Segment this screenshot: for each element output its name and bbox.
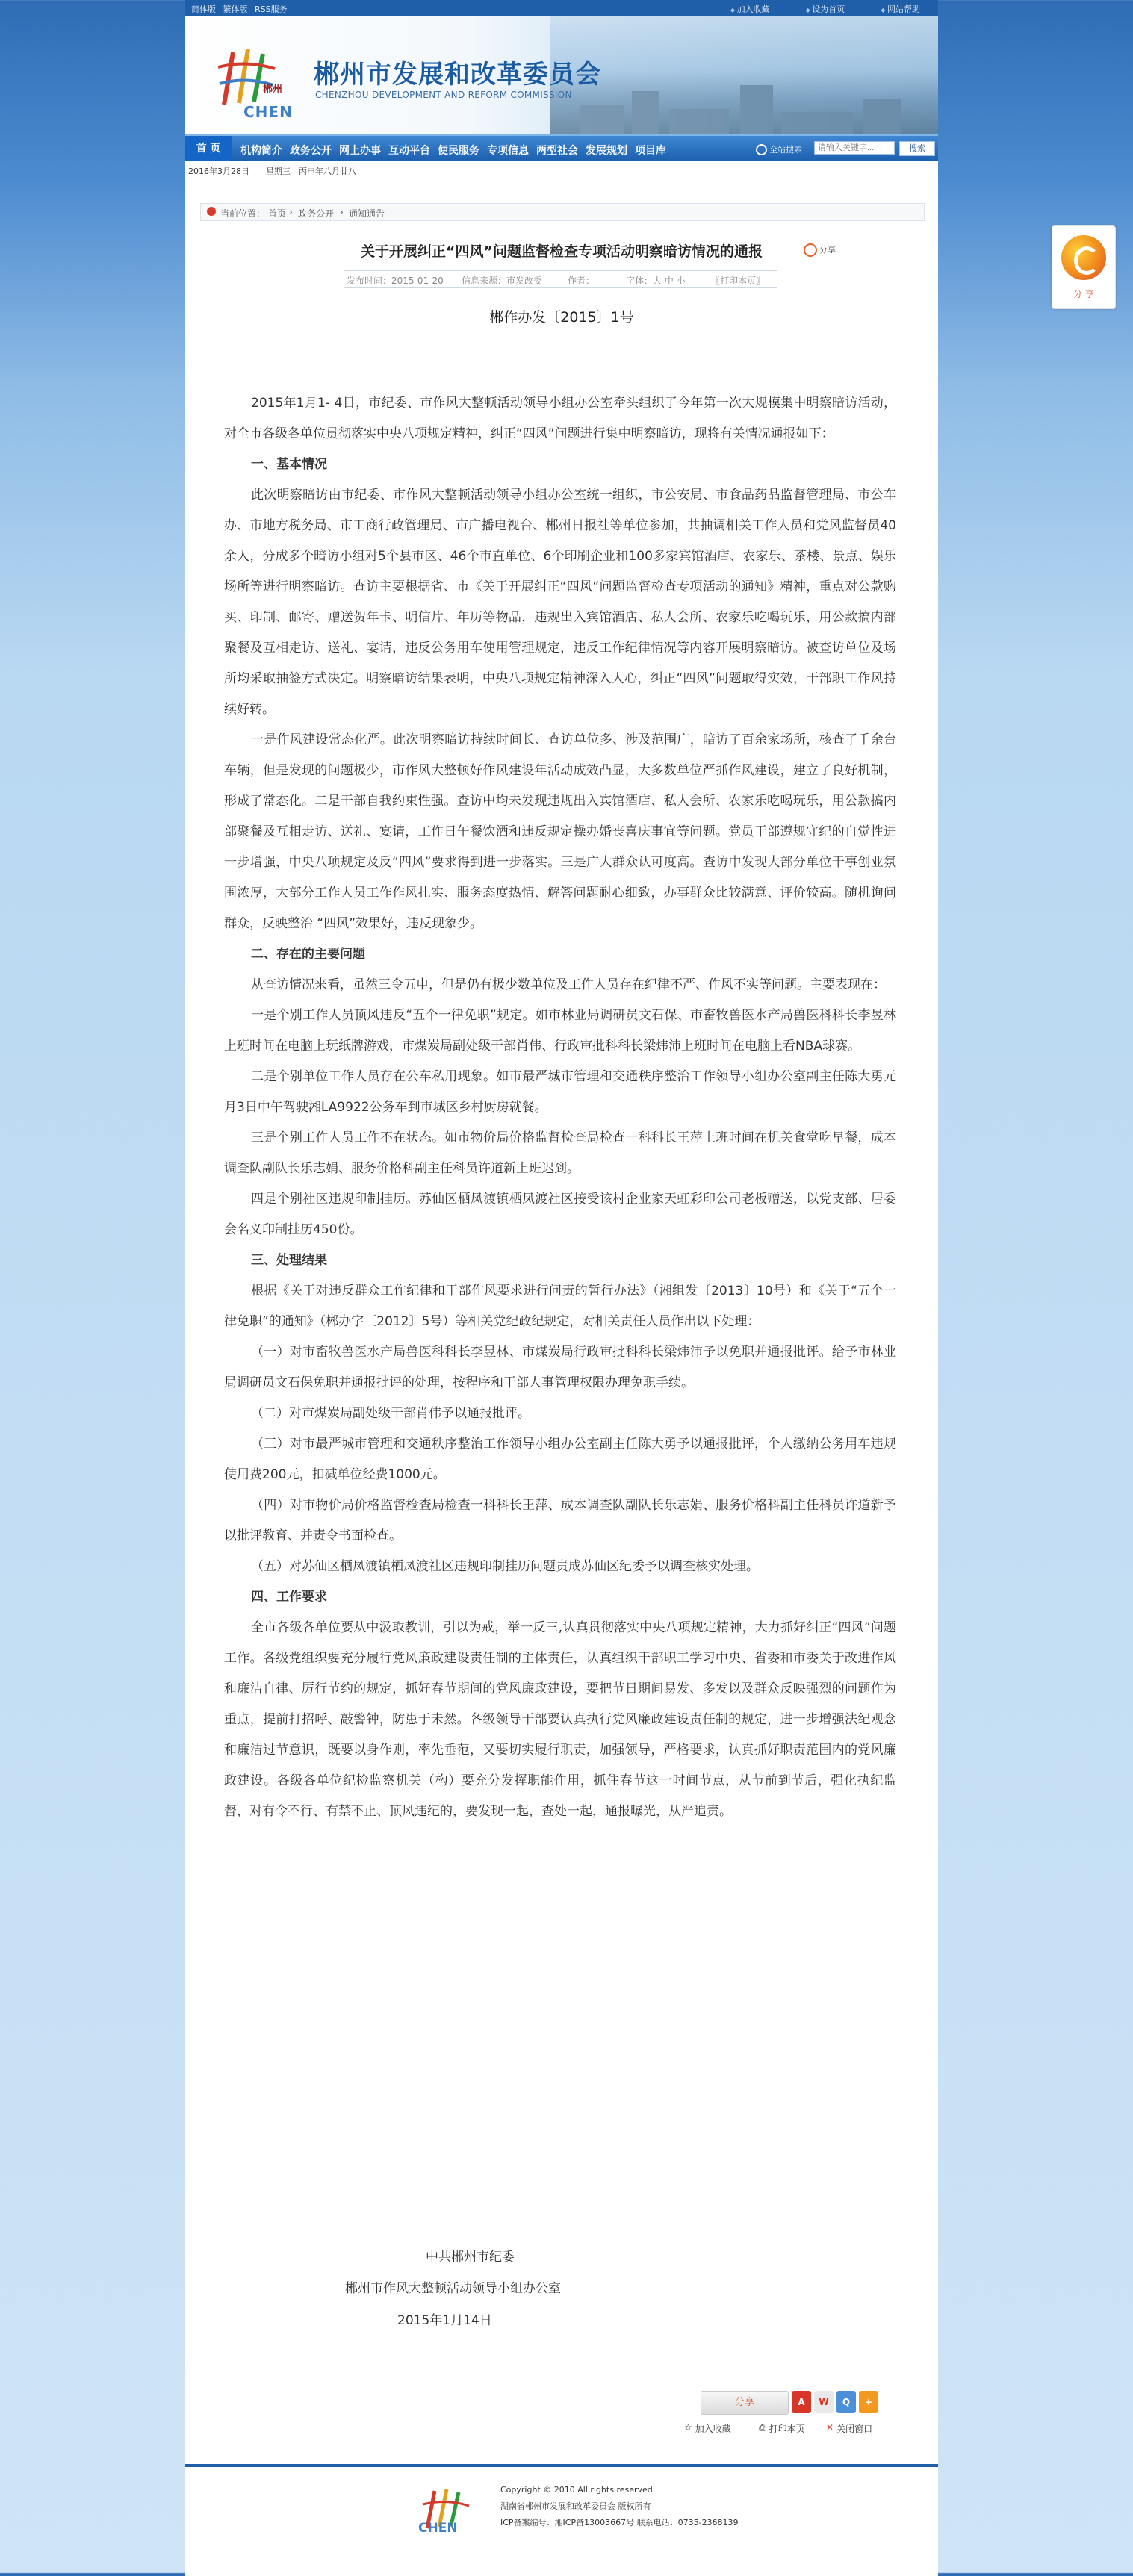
logo-name: 郴州 <box>263 84 283 95</box>
set-homepage-link[interactable]: ◆ 设为首页 <box>806 3 845 15</box>
lunar-date: 丙申年八月廿八 <box>299 167 356 176</box>
nav-item-planning[interactable]: 发展规划 <box>586 145 627 157</box>
share-button-label: 分享 <box>734 2397 754 2408</box>
location-pin-icon <box>207 207 216 216</box>
breadcrumb-notices[interactable]: 通知通告 <box>349 208 385 219</box>
body-paragraph: 四是个别社区违规印制挂历。苏仙区栖凤渡镇栖凤渡社区接受该村企业家天虹彩印公司老板赠送，以党支部、居委会名义印制挂历450份。 <box>224 1192 896 1237</box>
search-icon <box>756 144 767 155</box>
footer <box>185 2464 938 2576</box>
close-window-tool[interactable]: ✕ 关闭窗口 <box>826 2422 873 2434</box>
signoff-date: 2015年1月14日 <box>397 2313 492 2328</box>
section-heading: 二、存在的主要问题 <box>251 947 365 962</box>
meta-date: 发布时间：2015-01-20 <box>347 276 444 286</box>
footer-icp: ICP备案编号：湘ICP备13003667号 联系电话：0735-2368139 <box>500 2518 739 2527</box>
print-link[interactable]: 〖打印本页〗 <box>711 276 766 286</box>
body-paragraph: 2015年1月1- 4日，市纪委、市作风大整顿活动领导小组办公室牵头组织了今年第一次大规模集中明察暗访活动，对全市各级各单位贯彻落实中央八项规定精神，纠正“四风”问题进行集中明察暗访，现将有关情况通报如下： <box>224 396 896 441</box>
section-heading: 三、处理结果 <box>251 1253 327 1268</box>
print-tool[interactable]: ⎙ 打印本页 <box>759 2422 805 2434</box>
banner-city-image <box>550 16 938 134</box>
body-paragraph: （五）对苏仙区栖凤渡镇栖凤渡社区违规印制挂历问题责成苏仙区纪委予以调查核实处理。 <box>251 1559 759 1574</box>
footer-text <box>500 2482 739 2531</box>
floating-share-widget[interactable] <box>1052 225 1116 309</box>
current-date: 2016年3月28日 <box>188 167 249 176</box>
body-paragraph: （三）对市最严城市管理和交通秩序整治工作领导小组办公室副主任陈大勇予以通报批评，个人缴纳公务用车违规使用费200元，扣减单位经费1000元。 <box>224 1437 896 1482</box>
nav-item-two-type-society[interactable]: 两型社会 <box>536 145 578 157</box>
footer-owner: 湖南省郴州市发展和改革委员会 版权所有 <box>500 2501 651 2511</box>
share-small-button[interactable] <box>804 243 836 257</box>
nav-item-project-library[interactable]: 项目库 <box>635 145 666 157</box>
font-size-control[interactable]: 字体：大 中 小 <box>626 276 686 286</box>
logo-text: CHEN <box>243 103 293 121</box>
nav-item-gov-affairs[interactable]: 政务公开 <box>290 145 332 157</box>
body-paragraph: 从查访情况来看，虽然三令五申，但是仍有极少数单位及工作人员存在纪律不严、作风不实等问题。主要表现在： <box>251 977 886 992</box>
share-button[interactable] <box>701 2391 789 2415</box>
body-paragraph: （二）对市煤炭局副处级干部肖伟予以通报批评。 <box>251 1406 530 1421</box>
meta-source: 信息来源：市发改委 <box>462 276 543 286</box>
site-title: 郴州市发展和改革委员会 <box>314 60 601 90</box>
main-nav <box>185 134 938 161</box>
simplified-link[interactable]: 简体版 <box>191 4 216 14</box>
document-number: 郴作办发〔2015〕1号 <box>489 309 634 326</box>
weibo-icon[interactable]: W <box>814 2391 834 2413</box>
date-bar <box>185 161 938 178</box>
article-title: 关于开展纠正“四风”问题监督检查专项活动明察暗访情况的通报 <box>361 243 763 260</box>
body-paragraph: 二是个别单位工作人员存在公车私用现象。如市最严城市管理和交通秩序整治工作领导小组办公室副主任陈大勇元月3日中午驾驶湘LA9922公务车到市城区乡村厨房就餐。 <box>224 1069 896 1115</box>
nav-item-home[interactable]: 首 页 <box>185 136 232 161</box>
close-icon: ✕ <box>826 2422 834 2433</box>
top-strip <box>185 0 938 16</box>
share-icon <box>804 243 817 257</box>
article-body <box>224 388 896 1827</box>
section-heading: 四、工作要求 <box>251 1590 327 1605</box>
breadcrumb-label: 当前位置： <box>220 208 266 219</box>
search-label: 全站搜索 <box>769 145 802 155</box>
floating-share-label: 分 享 <box>1073 289 1094 299</box>
breadcrumb: 当前位置： 首页 › 政务公开 › 通知通告 <box>200 203 925 221</box>
breadcrumb-home[interactable]: 首页 <box>268 208 287 219</box>
header-banner <box>185 16 938 134</box>
current-weekday: 星期三 <box>266 167 291 176</box>
meta-author: 作者： <box>568 276 595 286</box>
signoff-org1: 中共郴州市纪委 <box>426 2250 515 2265</box>
add-favorite-tool[interactable]: ☆ 加入收藏 <box>684 2422 731 2434</box>
article-meta <box>344 270 777 288</box>
site-help-link[interactable]: ◆ 网站帮助 <box>881 3 920 15</box>
body-paragraph: 此次明察暗访由市纪委、市作风大整顿活动领导小组办公室统一组织，市公安局、市食品药品监督管理局、市公车办、市地方税务局、市工商行政管理局、市广播电视台、郴州日报社等单位参加，共抽调相关工作人员和党风监督员40余人，分成多个暗访小组对5个县市区、46个市直单位、6个印刷企业和100多家宾馆酒店、农家乐、茶楼、景点、娱乐场所等进行明察暗访。查访主要根据省、市《关于开展纠正“四风”问题监督检查专项活动的通知》精神，重点对公款购买、印制、邮寄、赠送贺年卡、明信片、年历等物品，违规出入宾馆酒店、私人会所、农家乐吃喝玩乐，用公款搞内部聚餐及互相走访、送礼、宴请，违反公务用车使用管理规定，违反工作纪律情况等内容开展明察暗访。被查访单位及场所均采取抽签方式决定。明察暗访结果表明，中央八项规定精神深入人心，纠正“四风”问题取得实效，干部职工作风持续好转。 <box>224 488 896 717</box>
site-subtitle: CHENZHOU DEVELOPMENT AND REFORM COMMISSION <box>315 90 572 100</box>
share-logo-icon <box>1061 235 1106 280</box>
nav-item-interaction[interactable]: 互动平台 <box>388 145 430 157</box>
more-share-icon[interactable]: + <box>859 2391 878 2413</box>
footer-copyright: Copyright © 2010 All rights reserved <box>500 2485 653 2495</box>
body-paragraph: （四）对市物价局价格监督检查局检查一科科长王萍、成本调查队副队长乐志娟、服务价格科副主任科员许道新予以批评教育、并责令书面检查。 <box>224 1498 896 1543</box>
footer-logo-text: CHEN <box>418 2521 458 2536</box>
traditional-link[interactable]: 繁体版 <box>223 4 248 14</box>
nav-item-special-info[interactable]: 专项信息 <box>487 145 529 157</box>
qzone-icon[interactable]: Q <box>836 2391 856 2413</box>
nav-item-about[interactable]: 机构简介 <box>240 145 282 157</box>
search-input[interactable] <box>814 141 895 155</box>
search-button[interactable]: 搜索 <box>899 141 935 156</box>
body-paragraph: 三是个别工作人员工作不在状态。如市物价局价格监督检查局检查一科科长王萍上班时间在机关食堂吃早餐，成本调查队副队长乐志娟、服务价格科副主任科员许道新上班迟到。 <box>224 1130 896 1176</box>
body-paragraph: 一是作风建设常态化严。此次明察暗访持续时间长、查访单位多、涉及范围广，暗访了百余家场所，核查了千余台车辆，但是发现的问题极少，市作风大整顿好作风建设年活动成效凸显，大多数单位严抓作风建设，建立了良好机制，形成了常态化。二是干部自我约束性强。查访中均未发现违规出入宾馆酒店、私人会所、农家乐吃喝玩乐，用公款搞内部聚餐及互相走访、送礼、宴请，工作日午餐饮酒和违反规定操办婚丧喜庆事宜等问题。党员干部遵规守纪的自觉性进一步增强，中央八项规定及反“四风”要求得到进一步落实。三是广大群众认可度高。查访中发现大部分单位干事创业氛围浓厚，大部分工作人员工作作风扎实、服务态度热情、解答问题耐心细致，办事群众比较满意、评价较高。随机询问群众，反映整治 “四风”效果好，违反现象少。 <box>224 732 896 931</box>
nav-item-convenience[interactable]: 便民服务 <box>438 145 479 157</box>
print-icon: ⎙ <box>759 2422 766 2433</box>
body-paragraph: 根据《关于对违反群众工作纪律和干部作风要求进行问责的暂行办法》（湘组发〔2013〕10号）和《关于“五个一律免职”的通知》（郴办字〔2012〕5号）等相关党纪政纪规定，对相关责任人员作出以下处理： <box>224 1284 896 1329</box>
nav-item-online-service[interactable]: 网上办事 <box>339 145 381 157</box>
body-paragraph: 一是个别工作人员顶风违反“五个一律免职”规定。如市林业局调研员文石保、市畜牧兽医水产局兽医科科长李昱林上班时间在电脑上玩纸牌游戏，市煤炭局副处级干部肖伟、行政审批科科长梁炜沛上班时间在电脑上看NBA球赛。 <box>224 1008 896 1054</box>
add-favorite-link[interactable]: ◆ 加入收藏 <box>730 3 770 15</box>
signoff-org2: 郴州市作风大整顿活动领导小组办公室 <box>345 2281 561 2296</box>
pdf-icon[interactable]: A <box>792 2391 811 2413</box>
favorite-icon: ☆ <box>684 2422 692 2433</box>
section-heading: 一、基本情况 <box>251 457 327 472</box>
body-paragraph: （一）对市畜牧兽医水产局兽医科科长李昱林、市煤炭局行政审批科科长梁炜沛予以免职并通报批评。给予市林业局调研员文石保免职并通报批评的处理，按程序和干部人事管理权限办理免职手续。 <box>224 1345 896 1390</box>
body-paragraph: 全市各级各单位要从中汲取教训，引以为戒，举一反三,认真贯彻落实中央八项规定精神，大力抓好纠正“四风”问题工作。各级党组织要充分履行党风廉政建设责任制的主体责任，认真组织干部职工学习中央、省委和市委关于改进作风和廉洁自律、厉行节约的规定，抓好春节期间的党风廉政建设，要把节日期间易发、多发以及群众反映强烈的问题作为重点，提前打招呼、敲警钟，防患于未然。各级领导干部要认真执行党风廉政建设责任制的规定，进一步增强法纪观念和廉洁过节意识，既要以身作则，率先垂范，又要切实履行职责，加强领导，严格要求，认真抓好职责范围内的党风廉政建设。各级各单位纪检监察机关（构）要充分发挥职能作用，抓住春节这一时间节点，从节前到节后，强化执纪监督，对有令不行、有禁不止、顶风违纪的，要发现一起，查处一起，通报曝光，从严追责。 <box>224 1620 896 1819</box>
rss-link[interactable]: RSS服务 <box>255 4 288 14</box>
share-small-label: 分享 <box>819 245 836 255</box>
breadcrumb-gov-affairs[interactable]: 政务公开 <box>298 208 335 219</box>
page-container <box>185 0 938 2573</box>
